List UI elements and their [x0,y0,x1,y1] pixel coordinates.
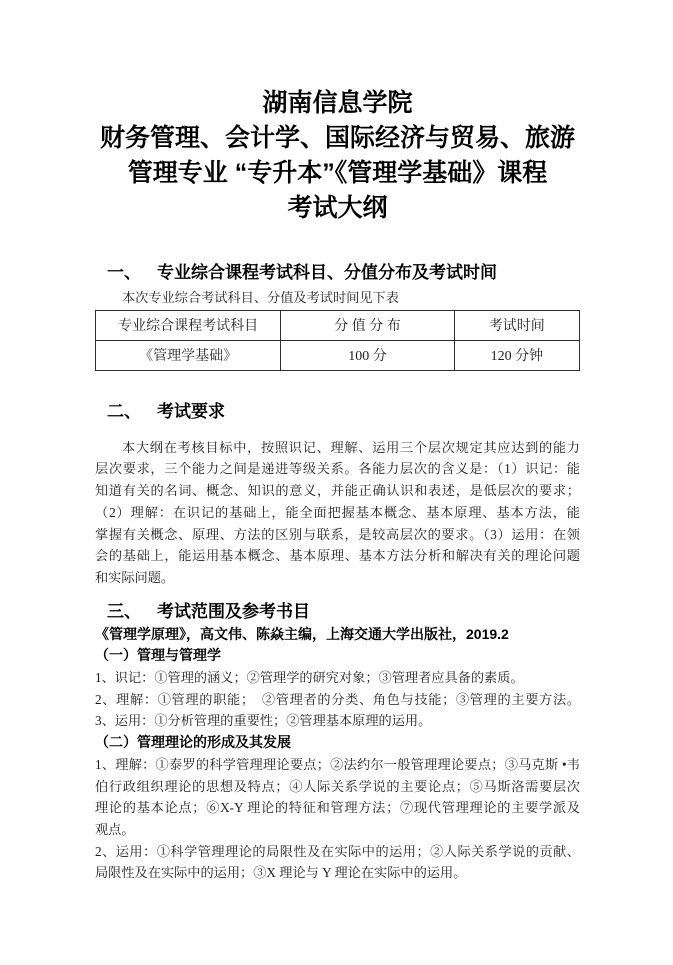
table-row [96,340,580,370]
paragraph-line: 层次要求，三个能力之间是递进等级关系。各能力层次的含义是：（1）识记：能 [95,461,580,477]
list-item-line: 2、运用：①科学管理理论的局限性及在实际中的运用；②人际关系学说的贡献、 [95,843,580,859]
part2-heading: （二）管理理论的形成及其发展 [95,734,291,751]
paragraph-line: 本大纲在考核目标中，按照识记、理解、运用三个层次规定其应达到的能力 [122,439,580,455]
list-item-line: 1、理解：①泰罗的科学管理理论要点；②法约尔一般管理理论要点；③马克斯 •韦 [95,756,580,772]
table-header-subject: 专业综合课程考试科目 [96,310,281,340]
section3-heading [107,600,580,624]
table-header-duration: 考试时间 [454,310,579,340]
table-cell-score: 100 分 [281,340,454,370]
document-title [95,86,580,226]
section1-heading-text: 专业综合课程考试科目、分值分布及考试时间 [157,263,497,282]
title-line-1: 湖南信息学院 [262,89,413,117]
paragraph-line: （2）理解：在识记的基础上，能全面把握基本概念、基本原理、基本方法，能 [95,504,580,520]
list-item: 2、理解：①管理的职能； ②管理者的分类、角色与技能；③管理的主要方法。 [95,691,580,707]
part1-heading: （一）管理与管理学 [95,647,221,664]
section2-number: 二、 [107,401,141,421]
paragraph-line: 会的基础上，能运用基本概念、基本原理、基本方法分析和解决有关的理论问题 [95,548,580,564]
table-cell-duration: 120 分钟 [454,340,579,370]
exam-info-table [95,310,580,371]
reference-book: 《管理学原理》，高文伟、陈焱主编，上海交通大学出版社，2019.2 [95,625,509,642]
list-item: 1、识记：①管理的涵义；②管理学的研究对象；③管理者应具备的素质。 [95,670,524,686]
list-item-line: 观点。 [95,821,135,837]
section3-number: 三、 [107,601,141,621]
title-line-4: 考试大纲 [287,194,388,222]
list-item-line: 理论的基本论点；⑥X-Y 理论的特征和管理方法；⑦现代管理理论的主要学派及 [95,800,580,816]
list-item-line: 局限性及在实际中的运用；③X 理论与 Y 理论在实际中的运用。 [95,865,467,881]
exam-requirements-paragraph [95,437,580,589]
title-line-2: 财务管理、会计学、国际经济与贸易、旅游 [99,124,575,152]
section1-number: 一、 [107,263,141,282]
title-line-3: 管理专业 “专升本”《管理学基础》课程 [127,159,548,187]
paragraph-line: 知道有关的名词、概念、知识的意义，并能正确认识和表述，是低层次的要求； [95,483,580,499]
table-header-row [96,310,580,340]
table-header-score: 分 值 分 布 [281,310,454,340]
section2-heading-text: 考试要求 [157,401,225,421]
list-item-line: 伯行政组织理论的思想及特点；④人际关系学说的主要论点；⑤马斯洛需要层次 [95,778,580,794]
section1-heading [107,261,580,285]
table-cell-subject: 《管理学基础》 [96,340,281,370]
paragraph-line: 和实际问题。 [95,569,175,585]
section2-heading [107,400,580,424]
list-item: 3、运用：①分析管理的重要性；②管理基本原理的运用。 [95,713,432,729]
table-intro-text: 本次专业综合考试科目、分值及考试时间见下表 [122,290,399,305]
section3-heading-text: 考试范围及参考书目 [157,601,310,621]
paragraph-line: 掌握有关概念、原理、方法的区别与联系，是较高层次的要求。（3）运用：在领 [95,526,580,542]
